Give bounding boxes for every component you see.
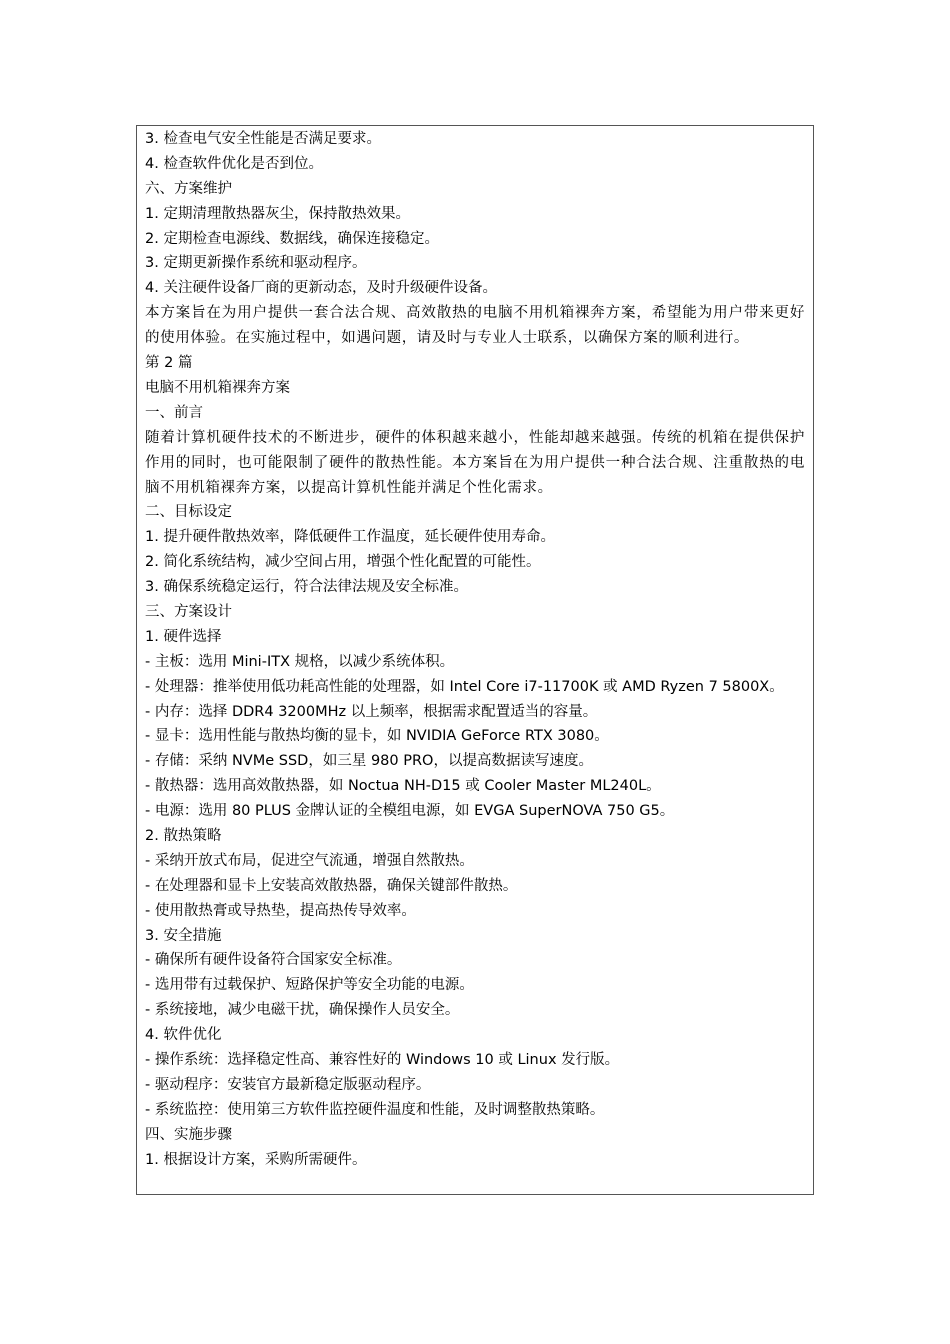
section-heading-maintenance: 六、方案维护: [145, 180, 232, 197]
text-line: 3. 确保系统稳定运行，符合法律法规及安全标准。: [145, 579, 468, 596]
text-line: 1. 根据设计方案，采购所需硬件。: [145, 1151, 367, 1168]
text-line: 1. 定期清理散热器灰尘，保持散热效果。: [145, 205, 410, 222]
text-line: 3. 定期更新操作系统和驱动程序。: [145, 255, 367, 272]
section-top: [145, 127, 805, 301]
list-item: - 系统监控：使用第三方软件监控硬件温度和性能，及时调整散热策略。: [145, 1101, 605, 1118]
section-mid: [145, 351, 805, 426]
list-item: - 操作系统：选择稳定性高、兼容性好的 Windows 10 或 Linux 发行版。: [145, 1052, 620, 1069]
section-heading-preface: 一、前言: [145, 404, 203, 421]
section-heading-steps: 四、实施步骤: [145, 1126, 232, 1143]
subheading-hardware: 1. 硬件选择: [145, 628, 222, 645]
article-number: 第 2 篇: [145, 355, 193, 372]
list-item: - 选用带有过载保护、短路保护等安全功能的电源。: [145, 977, 474, 994]
document-content-box: [136, 125, 814, 1195]
list-item: - 散热器：选用高效散热器，如 Noctua NH-D15 或 Cooler Master ML240L。: [145, 778, 661, 795]
list-item: - 显卡：选用性能与散热均衡的显卡，如 NVIDIA GeForce RTX 3080。: [145, 728, 609, 745]
list-item: - 内存：选择 DDR4 3200MHz 以上频率，根据需求配置适当的容量。: [145, 703, 598, 720]
list-item: - 驱动程序：安装官方最新稳定版驱动程序。: [145, 1076, 431, 1093]
section-heading-design: 三、方案设计: [145, 604, 232, 620]
text-line: 3. 检查电气安全性能是否满足要求。: [145, 131, 381, 147]
text-line: 2. 简化系统结构，减少空间占用，增强个性化配置的可能性。: [145, 554, 541, 571]
text-line: 1. 提升硬件散热效率，降低硬件工作温度，延长硬件使用寿命。: [145, 529, 555, 546]
list-item: - 在处理器和显卡上安装高效散热器，确保关键部件散热。: [145, 877, 518, 894]
list-item: - 主板：选用 Mini-ITX 规格，以减少系统体积。: [145, 653, 455, 670]
text-line: 4. 关注硬件设备厂商的更新动态，及时升级硬件设备。: [145, 280, 497, 297]
summary-paragraph: 本方案旨在为用户提供一套合法合规、高效散热的电脑不用机箱裸奔方案，希望能为用户带来更好的使用体验。在实施过程中，如遇问题，请及时与专业人士联系，以确保方案的顺利进行。: [145, 305, 805, 347]
list-item: - 使用散热膏或导热垫，提高热传导效率。: [145, 902, 416, 919]
article-title: 电脑不用机箱裸奔方案: [145, 379, 290, 396]
section-heading-goals: 二、目标设定: [145, 504, 232, 521]
intro-paragraph: 随着计算机硬件技术的不断进步，硬件的体积越来越小，性能却越来越强。传统的机箱在提供保护作用的同时，也可能限制了硬件的散热性能。本方案旨在为用户提供一种合法合规、注重散热的电脑不用机箱裸奔方案，以提高计算机性能并满足个性化需求。: [145, 429, 805, 496]
section-bottom: [145, 500, 805, 1172]
list-item: - 处理器：推举使用低功耗高性能的处理器，如 Intel Core i7-11700K 或 AMD Ryzen 7 5800X。: [145, 678, 784, 695]
subheading-cooling: 2. 散热策略: [145, 828, 222, 845]
text-line: 2. 定期检查电源线、数据线，确保连接稳定。: [145, 230, 439, 247]
subheading-safety: 3. 安全措施: [145, 927, 222, 944]
list-item: - 确保所有硬件设备符合国家安全标准。: [145, 952, 402, 969]
list-item: - 采纳开放式布局，促进空气流通，增强自然散热。: [145, 852, 474, 869]
list-item: - 存储：采纳 NVMe SSD，如三星 980 PRO，以提高数据读写速度。: [145, 753, 593, 770]
list-item: - 系统接地，减少电磁干扰，确保操作人员安全。: [145, 1002, 460, 1019]
text-line: 4. 检查软件优化是否到位。: [145, 155, 323, 172]
list-item: - 电源：选用 80 PLUS 金牌认证的全模组电源，如 EVGA SuperNOVA 750 G5。: [145, 803, 675, 820]
subheading-software: 4. 软件优化: [145, 1027, 222, 1044]
